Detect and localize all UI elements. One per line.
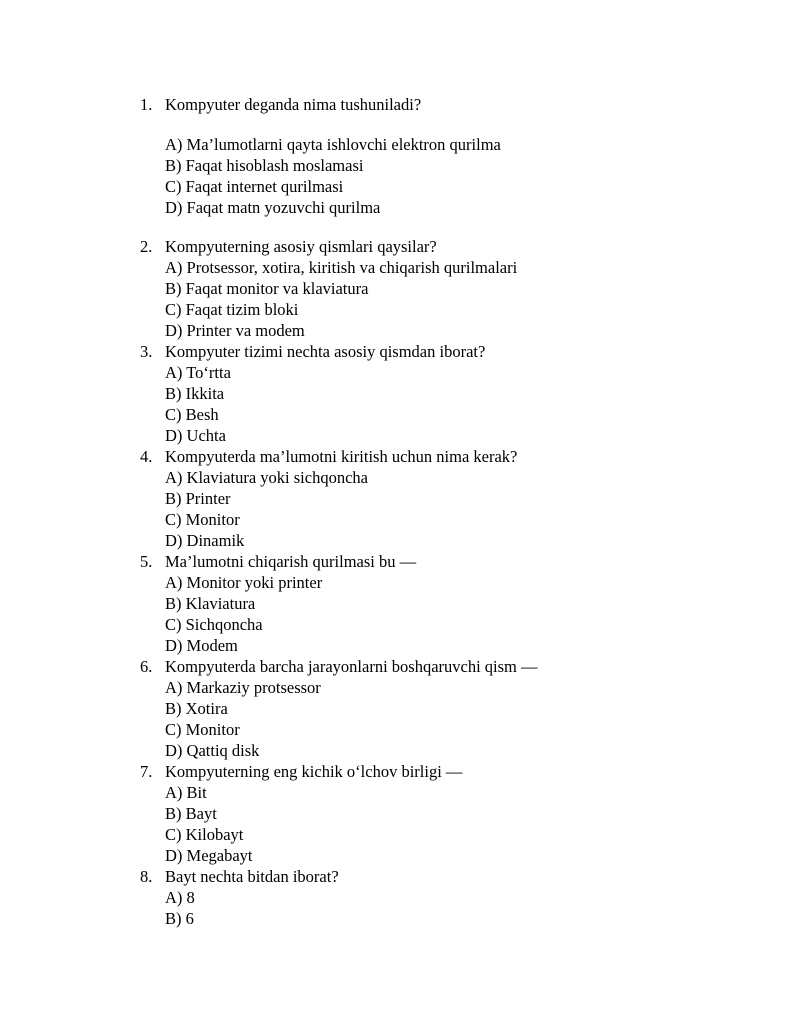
answer-option-d: D) Megabayt	[165, 846, 253, 865]
answer-option-a: A) Monitor yoki printer	[165, 573, 323, 592]
answer-option-a: A) Klaviatura yoki sichqoncha	[165, 468, 368, 487]
question-text: Kompyuterda ma’lumotni kiritish uchun nima kerak?	[165, 447, 518, 466]
question-number: 8.	[140, 867, 153, 886]
answer-option-c: C) Faqat tizim bloki	[165, 300, 299, 319]
answer-option-d: D) Printer va modem	[165, 321, 305, 340]
answer-option-a: A) Ma’lumotlarni qayta ishlovchi elektron qurilma	[165, 135, 501, 154]
answer-option-b: B) Printer	[165, 489, 231, 508]
answer-option-a: A) 8	[165, 888, 195, 907]
answer-option-d: D) Qattiq disk	[165, 741, 260, 760]
question-number: 7.	[140, 762, 153, 781]
answer-option-d: D) Faqat matn yozuvchi qurilma	[165, 198, 381, 217]
answer-option-c: C) Faqat internet qurilmasi	[165, 177, 344, 196]
answer-option-c: C) Kilobayt	[165, 825, 244, 844]
answer-option-c: C) Monitor	[165, 720, 240, 739]
question-number: 2.	[140, 237, 153, 256]
question-text: Kompyuter tizimi nechta asosiy qismdan iborat?	[165, 342, 486, 361]
answer-option-c: C) Sichqoncha	[165, 615, 263, 634]
answer-option-c: C) Besh	[165, 405, 219, 424]
answer-option-b: B) Faqat monitor va klaviatura	[165, 279, 369, 298]
question-number: 1.	[140, 95, 153, 114]
answer-option-a: A) Bit	[165, 783, 207, 802]
answer-option-d: D) Dinamik	[165, 531, 245, 550]
answer-option-b: B) Bayt	[165, 804, 217, 823]
answer-option-b: B) Xotira	[165, 699, 228, 718]
question-number: 6.	[140, 657, 153, 676]
answer-option-b: B) Faqat hisoblash moslamasi	[165, 156, 364, 175]
question-text: Kompyuterning eng kichik o‘lchov birligi —	[165, 762, 463, 781]
question-text: Ma’lumotni chiqarish qurilmasi bu —	[165, 552, 417, 571]
question-text: Bayt nechta bitdan iborat?	[165, 867, 339, 886]
question-number: 3.	[140, 342, 153, 361]
answer-option-d: D) Modem	[165, 636, 238, 655]
question-number: 4.	[140, 447, 153, 466]
answer-option-c: C) Monitor	[165, 510, 240, 529]
question-number: 5.	[140, 552, 153, 571]
question-text: Kompyuter deganda nima tushuniladi?	[165, 95, 422, 114]
answer-option-b: B) Ikkita	[165, 384, 225, 403]
answer-option-d: D) Uchta	[165, 426, 226, 445]
question-text: Kompyuterda barcha jarayonlarni boshqaruvchi qism —	[165, 657, 538, 676]
answer-option-b: B) Klaviatura	[165, 594, 256, 613]
answer-option-b: B) 6	[165, 909, 194, 928]
answer-option-a: A) Protsessor, xotira, kiritish va chiqarish qurilmalari	[165, 258, 518, 277]
question-text: Kompyuterning asosiy qismlari qaysilar?	[165, 237, 437, 256]
answer-option-a: A) To‘rtta	[165, 363, 231, 382]
answer-option-a: A) Markaziy protsessor	[165, 678, 321, 697]
